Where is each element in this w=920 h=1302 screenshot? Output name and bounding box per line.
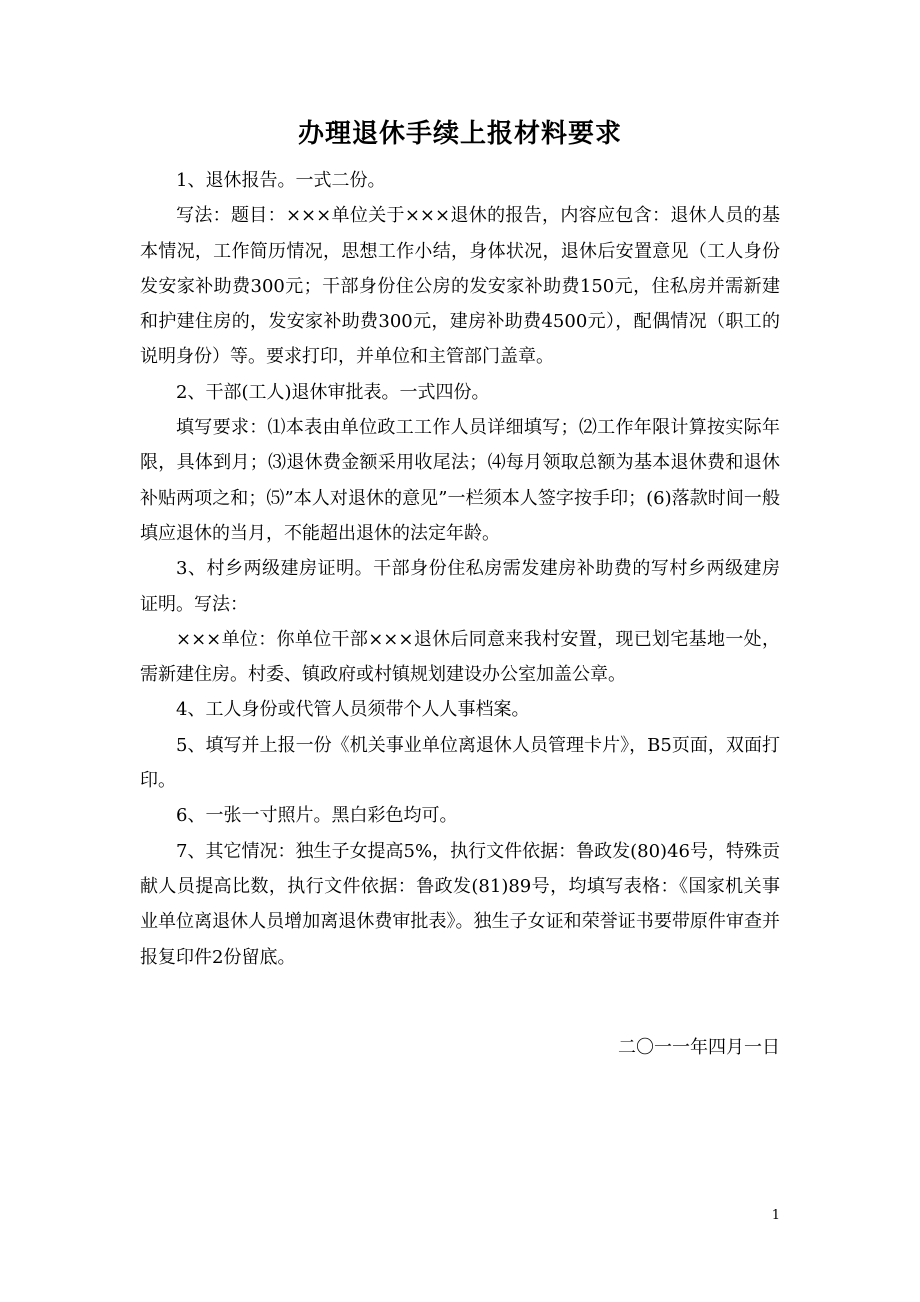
item-1-retirement-report: 1、退休报告。一式二份。 bbox=[176, 170, 386, 191]
item-7-other-situations: 7、其它情况：独生子女提高5%，执行文件依据：鲁政发(80)46号，特殊贡献人员提高比数，执行文件依据：鲁政发(81)89号，均填写表格：《国家机关事业单位离退休人员增加离退休费审批表》。独生子女证和荣誉证书要带原件审查并报复印件2份留底。 bbox=[140, 840, 780, 968]
item-2-approval-form: 2、干部(工人)退休审批表。一式四份。 bbox=[176, 381, 490, 403]
item-5-management-card: 5、填写并上报一份《机关事业单位离退休人员管理卡片》，B5页面，双面打印。 bbox=[140, 734, 780, 792]
item-3-certificate-template: ×××单位：你单位干部×××退休后同意来我村安置，现已划宅基地一处，需新建住房。村委、镇政府或村镇规划建设办公室加盖公章。 bbox=[140, 628, 780, 686]
document-body bbox=[140, 163, 780, 975]
item-4-personnel-file: 4、工人身份或代管人员须带个人人事档案。 bbox=[176, 699, 530, 721]
item-3-housing-certificate: 3、村乡两级建房证明。干部身份住私房需发建房补助费的写村乡两级建房证明。写法： bbox=[140, 558, 780, 615]
item-6-photo: 6、一张一寸照片。黑白彩色均可。 bbox=[176, 805, 458, 827]
item-2-filling-requirements: 填写要求：⑴本表由单位政工工作人员详细填写；⑵工作年限计算按实际年限，具体到月；⑶退休费金额采用收尾法；⑷每月领取总额为基本退休费和退休补贴两项之和；⑸”本人对退休的意见”一栏须本人签字按手印；(6)落款时间一般填应退休的当月，不能超出退休的法定年龄。 bbox=[140, 417, 780, 544]
item-1-writing-instructions: 写法：题目：×××单位关于×××退休的报告，内容应包含：退休人员的基本情况，工作简历情况，思想工作小结，身体状况，退休后安置意见（工人身份发安家补助费300元；干部身份住公房的发安家补助费150元，住私房并需新建和护建住房的，发安家补助费300元，建房补助费4500元），配偶情况（职工的说明身份）等。要求打印，并单位和主管部门盖章。 bbox=[140, 205, 780, 368]
document-date: 二〇一一年四月一日 bbox=[618, 1037, 780, 1058]
page-number: 1 bbox=[771, 1208, 780, 1223]
page-title: 办理退休手续上报材料要求 bbox=[297, 119, 622, 149]
